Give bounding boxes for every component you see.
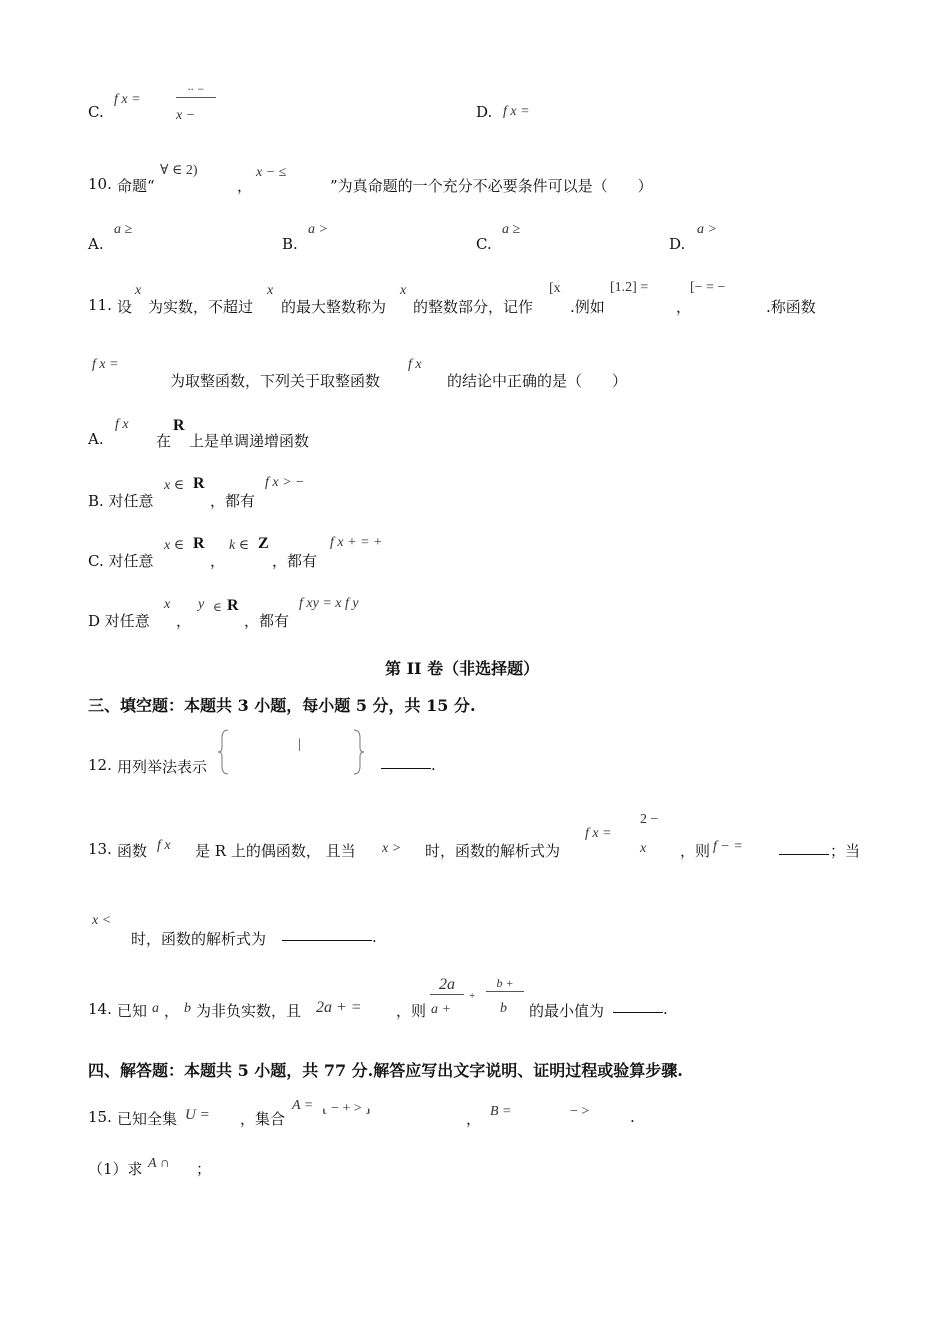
q15-set-A: A = bbox=[292, 1098, 314, 1113]
q13-condition: x > bbox=[382, 841, 402, 856]
q14-condition: 2a + = bbox=[316, 999, 362, 1016]
q13-line2-condition: x < bbox=[92, 913, 112, 928]
q14-var-a: a bbox=[152, 1001, 159, 1016]
q10-number: 10. bbox=[88, 175, 112, 193]
q13-f-neg: f − = bbox=[713, 839, 743, 854]
q11-text-5: .例如 bbox=[570, 298, 605, 316]
q11-option-a-text-1: 在 bbox=[156, 432, 172, 450]
q11-option-c-cond2: k ∈ bbox=[229, 538, 250, 553]
q10-option-d-label: D. bbox=[669, 235, 686, 253]
q10-option-c-label: C. bbox=[476, 235, 492, 253]
q11-option-c-R: R bbox=[193, 535, 205, 552]
q11-text-2: 为实数，不超过 bbox=[148, 298, 254, 316]
q11-option-b-cond: x ∈ bbox=[164, 478, 185, 493]
q14-period: . bbox=[663, 1000, 668, 1018]
q10-expr-inequality: x − ≤ bbox=[256, 165, 287, 180]
q10-expr-forall: ∀ ∈ 2) bbox=[160, 163, 198, 178]
q9-option-c-numerator: ·· − bbox=[176, 82, 216, 98]
q11-option-c-label: C. 对任意 bbox=[88, 552, 154, 570]
q11-option-c-text: ，都有 bbox=[272, 552, 318, 570]
q15-text-2: ，集合 bbox=[240, 1110, 286, 1128]
q14-text-4: 的最小值为 bbox=[529, 1002, 605, 1020]
q14-answer-blank[interactable] bbox=[613, 998, 663, 1013]
q14-frac1-numerator: 2a bbox=[430, 976, 464, 995]
q14-var-b: b bbox=[184, 1001, 191, 1016]
q14-number: 14. bbox=[88, 1000, 112, 1018]
q11-option-c-cond: x ∈ bbox=[164, 538, 185, 553]
q10-question-text: ”为真命题的一个充分不必要条件可以是（ ） bbox=[330, 177, 653, 195]
q15-sub1-expr: A ∩ bbox=[148, 1156, 170, 1171]
q11-text-4: 的整数部分，记作 bbox=[413, 298, 534, 316]
q13-answer-blank-2[interactable] bbox=[282, 926, 372, 941]
q11-option-b-expr: f x > − bbox=[265, 475, 305, 490]
section-2-title: 第 II 卷（非选择题） bbox=[385, 659, 540, 678]
q15-text-1: 已知全集 bbox=[117, 1110, 178, 1128]
q11-option-d-comma: ， bbox=[176, 612, 192, 630]
q11-option-d-y: y bbox=[198, 597, 205, 612]
q11-text-1: 设 bbox=[117, 298, 133, 316]
q11-option-a-fx: f x bbox=[115, 417, 129, 432]
q11-comma: ， bbox=[676, 298, 692, 316]
q12-answer-blank[interactable] bbox=[381, 754, 431, 769]
q15-comma: ， bbox=[466, 1110, 482, 1128]
q10-option-a-label: A. bbox=[88, 235, 104, 253]
q9-option-c-denominator: x − bbox=[176, 108, 196, 123]
q11-floor-notation: [x bbox=[549, 281, 561, 296]
q13-text-4: ，则 bbox=[680, 842, 711, 860]
q11-option-c-Z: Z bbox=[258, 535, 269, 552]
part-4-title: 四、解答题：本题共 5 小题，共 77 分.解答应写出文字说明、证明过程或验算步骤. bbox=[88, 1061, 683, 1080]
q9-option-c-lhs: f x = bbox=[114, 92, 141, 107]
q11-option-d-x: x bbox=[164, 597, 171, 612]
q11-example-2: [− = − bbox=[690, 280, 726, 295]
q11-line2-text: 为取整函数，下列关于取整函数 bbox=[170, 372, 381, 390]
q10-lead: 命题“ bbox=[117, 177, 155, 195]
q11-option-b-R: R bbox=[193, 475, 205, 492]
q12-set-braces bbox=[218, 728, 368, 776]
q10-comma: ， bbox=[237, 177, 253, 195]
q14-frac2-numerator: b + bbox=[486, 976, 524, 992]
q15-set-B: B = bbox=[490, 1104, 512, 1119]
q11-option-d-in: ∈ bbox=[213, 600, 222, 614]
q11-text-3: 的最大整数称为 bbox=[281, 298, 387, 316]
q14-comma: ， bbox=[164, 1002, 180, 1020]
q10-option-b-label: B. bbox=[282, 235, 298, 253]
q11-option-b-text: ，都有 bbox=[210, 492, 256, 510]
q13-line2-text: 时，函数的解析式为 bbox=[131, 930, 267, 948]
q9-option-d-label: D. bbox=[476, 103, 493, 121]
q11-fx-2: f x bbox=[408, 357, 422, 372]
q11-option-d-text: ，都有 bbox=[244, 612, 290, 630]
q13-text-3: 时，函数的解析式为 bbox=[425, 842, 561, 860]
q15-set-A-expr: ⸤ − + > ⸥ bbox=[322, 1101, 371, 1116]
q11-option-c-comma: ， bbox=[210, 552, 226, 570]
q10-option-a-expr: a ≥ bbox=[114, 222, 133, 237]
q13-answer-blank-1[interactable] bbox=[779, 840, 829, 855]
part-3-title: 三、填空题：本题共 3 小题，每小题 5 分，共 15 分. bbox=[88, 696, 476, 715]
q13-text-2: 是 R 上的偶函数， 且当 bbox=[195, 842, 356, 860]
q11-option-c-expr: f x + = + bbox=[330, 535, 383, 550]
q12-set-bar: | bbox=[298, 737, 301, 752]
q11-option-d-expr: f xy = x f y bbox=[299, 596, 359, 611]
q14-text-2: 为非负实数，且 bbox=[196, 1002, 302, 1020]
q15-number: 15. bbox=[88, 1108, 112, 1126]
q15-period: . bbox=[630, 1108, 635, 1126]
q13-rhs-denominator: x bbox=[640, 841, 647, 856]
q12-text: 用列举法表示 bbox=[117, 758, 208, 776]
q11-example-1: [1.2] = bbox=[610, 280, 649, 295]
q13-text-1: 函数 bbox=[117, 842, 148, 860]
q15-sub1-label: （1）求 bbox=[88, 1160, 143, 1178]
q11-fx-def: f x = bbox=[92, 357, 119, 372]
q10-option-c-expr: a ≥ bbox=[502, 222, 521, 237]
q11-line2-tail: 的结论中正确的是（ ） bbox=[447, 372, 628, 390]
q13-rhs-numerator: 2 − bbox=[640, 812, 659, 827]
q11-text-6: .称函数 bbox=[766, 298, 816, 316]
q15-set-B-expr: − > bbox=[570, 1104, 590, 1119]
q11-var-x-2: x bbox=[267, 283, 274, 298]
q14-plus: + bbox=[469, 990, 476, 1002]
q14-text-1: 已知 bbox=[117, 1002, 148, 1020]
q11-option-b-label: B. 对任意 bbox=[88, 492, 154, 510]
q13-number: 13. bbox=[88, 840, 112, 858]
q11-number: 11. bbox=[88, 296, 112, 314]
q11-option-d-label: D 对任意 bbox=[88, 612, 150, 630]
q10-option-b-expr: a > bbox=[308, 222, 328, 237]
q11-option-d-R: R bbox=[227, 597, 239, 614]
q14-frac2-denominator: b bbox=[500, 1001, 507, 1016]
q13-line2-period: . bbox=[372, 928, 377, 946]
q13-rhs-fx: f x = bbox=[585, 826, 612, 841]
q11-option-a-label: A. bbox=[88, 430, 104, 448]
q14-text-3: ，则 bbox=[396, 1002, 427, 1020]
q10-option-d-expr: a > bbox=[697, 222, 717, 237]
q13-text-5: ；当 bbox=[830, 842, 861, 860]
q11-option-a-R: R bbox=[173, 417, 185, 434]
q12-period: . bbox=[431, 756, 436, 774]
q11-var-x-1: x bbox=[135, 283, 142, 298]
q13-fx: f x bbox=[157, 838, 171, 853]
q11-var-x-3: x bbox=[400, 283, 407, 298]
q15-sub1-tail: ； bbox=[196, 1160, 212, 1178]
q11-option-a-text-2: 上是单调递增函数 bbox=[189, 432, 310, 450]
q12-number: 12. bbox=[88, 756, 112, 774]
q15-universal-set: U = bbox=[185, 1107, 210, 1123]
q14-frac1-denominator: a + bbox=[431, 1002, 451, 1017]
q9-option-c-label: C. bbox=[88, 103, 104, 121]
q9-option-d-lhs: f x = bbox=[503, 104, 530, 119]
